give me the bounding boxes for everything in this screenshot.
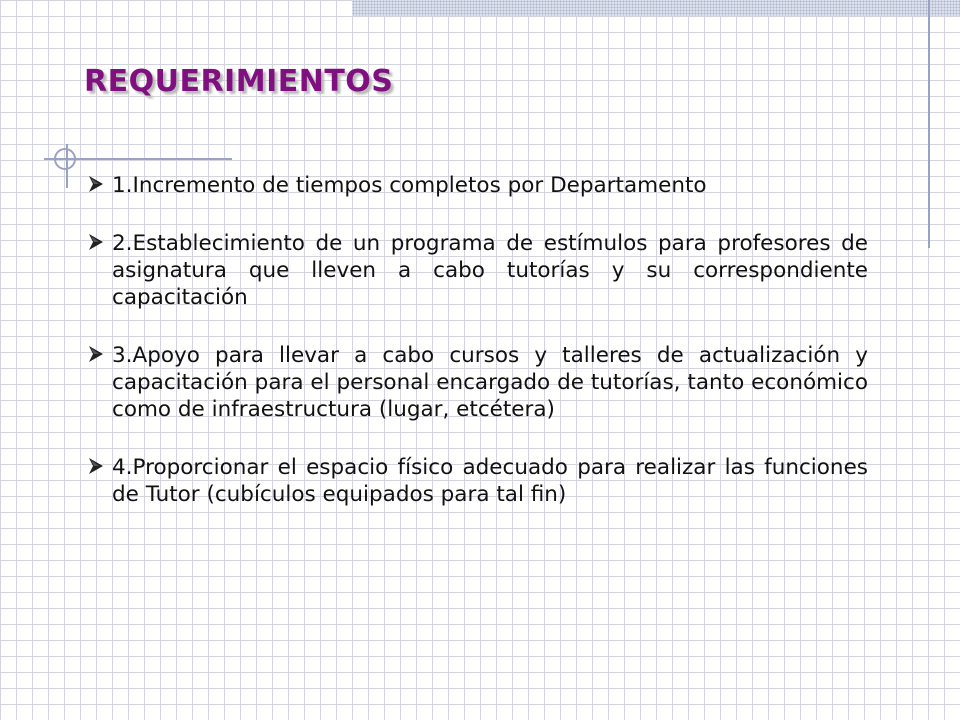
top-decorative-band <box>352 0 960 16</box>
list-item <box>84 342 868 423</box>
list-item-text: 4.Proporcionar el espacio físico adecuado para realizar las funciones de Tutor (cubículos equipados para tal fin) <box>112 455 868 507</box>
arrowhead-bullet-icon <box>86 344 106 364</box>
list-item-text: 2.Establecimiento de un programa de estímulos para profesores de asignatura que lleven a cabo tutorías y su correspondiente capacitación <box>112 231 868 310</box>
arrowhead-bullet-icon <box>86 174 106 194</box>
arrowhead-bullet-icon <box>86 232 106 252</box>
crosshair-circle-icon <box>54 148 76 170</box>
list-item-text: 1.Incremento de tiempos completos por Departamento <box>112 173 707 198</box>
arrowhead-bullet-icon <box>86 456 106 476</box>
list-item <box>84 230 868 311</box>
list-item-text: 3.Apoyo para llevar a cabo cursos y talleres de actualización y capacitación para el personal encargado de tutorías, tanto económico como de infraestructura (lugar, etcétera) <box>112 343 868 422</box>
list-item <box>84 454 868 508</box>
right-vertical-rule <box>928 0 930 248</box>
requirements-list <box>84 172 868 539</box>
list-item <box>84 172 868 199</box>
slide-title: REQUERIMIENTOS <box>84 64 394 99</box>
